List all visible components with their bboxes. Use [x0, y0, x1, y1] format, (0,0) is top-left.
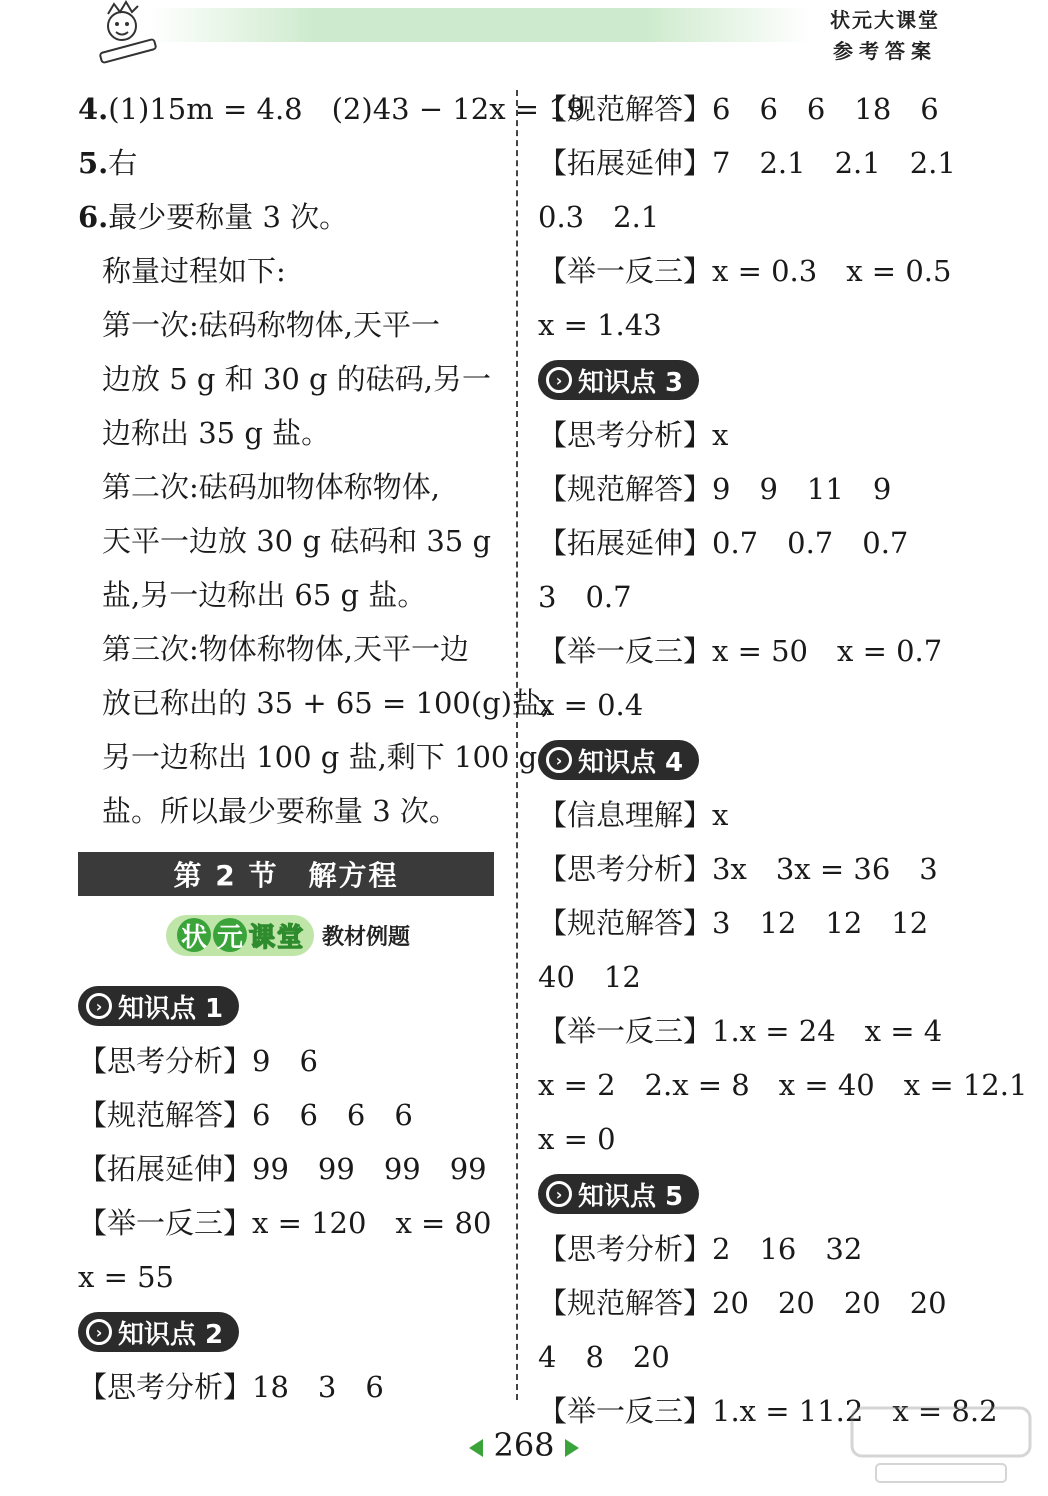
triangle-left-icon — [469, 1439, 483, 1457]
kp4-line: 40 12 — [538, 960, 641, 994]
answer-4: 4.(1)15m = 4.8 (2)43 − 12x = 19 — [78, 92, 586, 126]
kp1-line: 【思考分析】9 6 — [78, 1044, 318, 1078]
kp2-line: 【规范解答】6 6 6 18 6 — [538, 92, 939, 126]
right-column — [538, 82, 1028, 1438]
page-number: 268 — [0, 1426, 1048, 1464]
kp2-line: 【思考分析】18 3 6 — [78, 1370, 384, 1404]
kp3-line: 【拓展延伸】0.7 0.7 0.7 — [538, 526, 909, 560]
kp3-line: 【举一反三】x = 50 x = 0.7 — [538, 634, 943, 668]
answer-6-line: 边放 5 g 和 30 g 的砝码,另一 — [102, 362, 492, 396]
arrow-circle-icon: › — [546, 367, 572, 393]
kp1-line: 【举一反三】x = 120 x = 80 — [78, 1206, 492, 1240]
knowledge-point-4-badge: › 知识点 4 — [538, 740, 699, 780]
kp4-line: 【规范解答】3 12 12 12 — [538, 906, 929, 940]
arrow-circle-icon: › — [546, 1181, 572, 1207]
triangle-right-icon — [565, 1439, 579, 1457]
answer-6-line: 放已称出的 35 + 65 = 100(g)盐, — [102, 686, 551, 720]
arrow-circle-icon: › — [86, 1319, 112, 1345]
answer-6: 6.最少要称量 3 次。 — [78, 200, 349, 234]
kp2-line: 【拓展延伸】7 2.1 2.1 2.1 — [538, 146, 956, 180]
answer-6-line: 第二次:砝码加物体称物体, — [102, 470, 440, 504]
kp4-line: x = 0 — [538, 1122, 616, 1156]
header-line1: 状元大课堂 — [830, 8, 940, 32]
answer-5: 5.右 — [78, 146, 138, 180]
arrow-circle-icon: › — [546, 747, 572, 773]
answer-6-line: 第三次:物体称物体,天平一边 — [102, 632, 469, 666]
kp4-line: x = 2 2.x = 8 x = 40 x = 12.1 — [538, 1068, 1028, 1102]
kp3-line: 【规范解答】9 9 11 9 — [538, 472, 892, 506]
answer-6-line: 称量过程如下: — [102, 254, 286, 288]
kp5-line: 【规范解答】20 20 20 20 — [538, 1286, 947, 1320]
knowledge-point-1-badge: › 知识点 1 — [78, 986, 239, 1026]
kp5-line: 【思考分析】2 16 32 — [538, 1232, 863, 1266]
classroom-logo: 状 元 课 堂 — [166, 915, 314, 956]
kp4-line: 【信息理解】x — [538, 798, 729, 832]
header-title — [830, 4, 940, 64]
answer-6-line: 盐。所以最少要称量 3 次。 — [102, 794, 458, 828]
knowledge-point-3-badge: › 知识点 3 — [538, 360, 699, 400]
arrow-circle-icon: › — [86, 993, 112, 1019]
answer-6-line: 天平一边放 30 g 砝码和 35 g — [102, 524, 492, 558]
kp2-line: 【举一反三】x = 0.3 x = 0.5 — [538, 254, 952, 288]
kp3-line: 3 0.7 — [538, 580, 632, 614]
header-band — [150, 8, 810, 42]
answer-6-line: 盐,另一边称出 65 g 盐。 — [102, 578, 427, 612]
kp3-line: x = 0.4 — [538, 688, 644, 722]
kp5-line: 【举一反三】1.x = 11.2 x = 8.2 — [538, 1394, 998, 1428]
watermark-logo-icon — [846, 1400, 1036, 1490]
answer-6-line: 边称出 35 g 盐。 — [102, 416, 331, 450]
classroom-banner — [78, 910, 498, 960]
kp1-line: x = 55 — [78, 1260, 174, 1294]
answer-6-line: 第一次:砝码称物体,天平一 — [102, 308, 440, 342]
kp3-line: 【思考分析】x — [538, 418, 729, 452]
kp1-line: 【规范解答】6 6 6 6 — [78, 1098, 413, 1132]
header-line2: 参考答案 — [833, 39, 937, 63]
kp2-line: 0.3 2.1 — [538, 200, 660, 234]
section-title: 第 2 节 解方程 — [78, 852, 494, 896]
kp4-line: 【举一反三】1.x = 24 x = 4 — [538, 1014, 943, 1048]
kp4-line: 【思考分析】3x 3x = 36 3 — [538, 852, 938, 886]
mascot-icon — [92, 0, 164, 64]
classroom-text: 教材例题 — [322, 924, 411, 950]
kp5-line: 4 8 20 — [538, 1340, 670, 1374]
answer-6-line: 另一边称出 100 g 盐,剩下 100 g — [102, 740, 538, 774]
knowledge-point-2-badge: › 知识点 2 — [78, 1312, 239, 1352]
knowledge-point-5-badge: › 知识点 5 — [538, 1174, 699, 1214]
kp1-line: 【拓展延伸】99 99 99 99 — [78, 1152, 487, 1186]
kp2-line: x = 1.43 — [538, 308, 662, 342]
